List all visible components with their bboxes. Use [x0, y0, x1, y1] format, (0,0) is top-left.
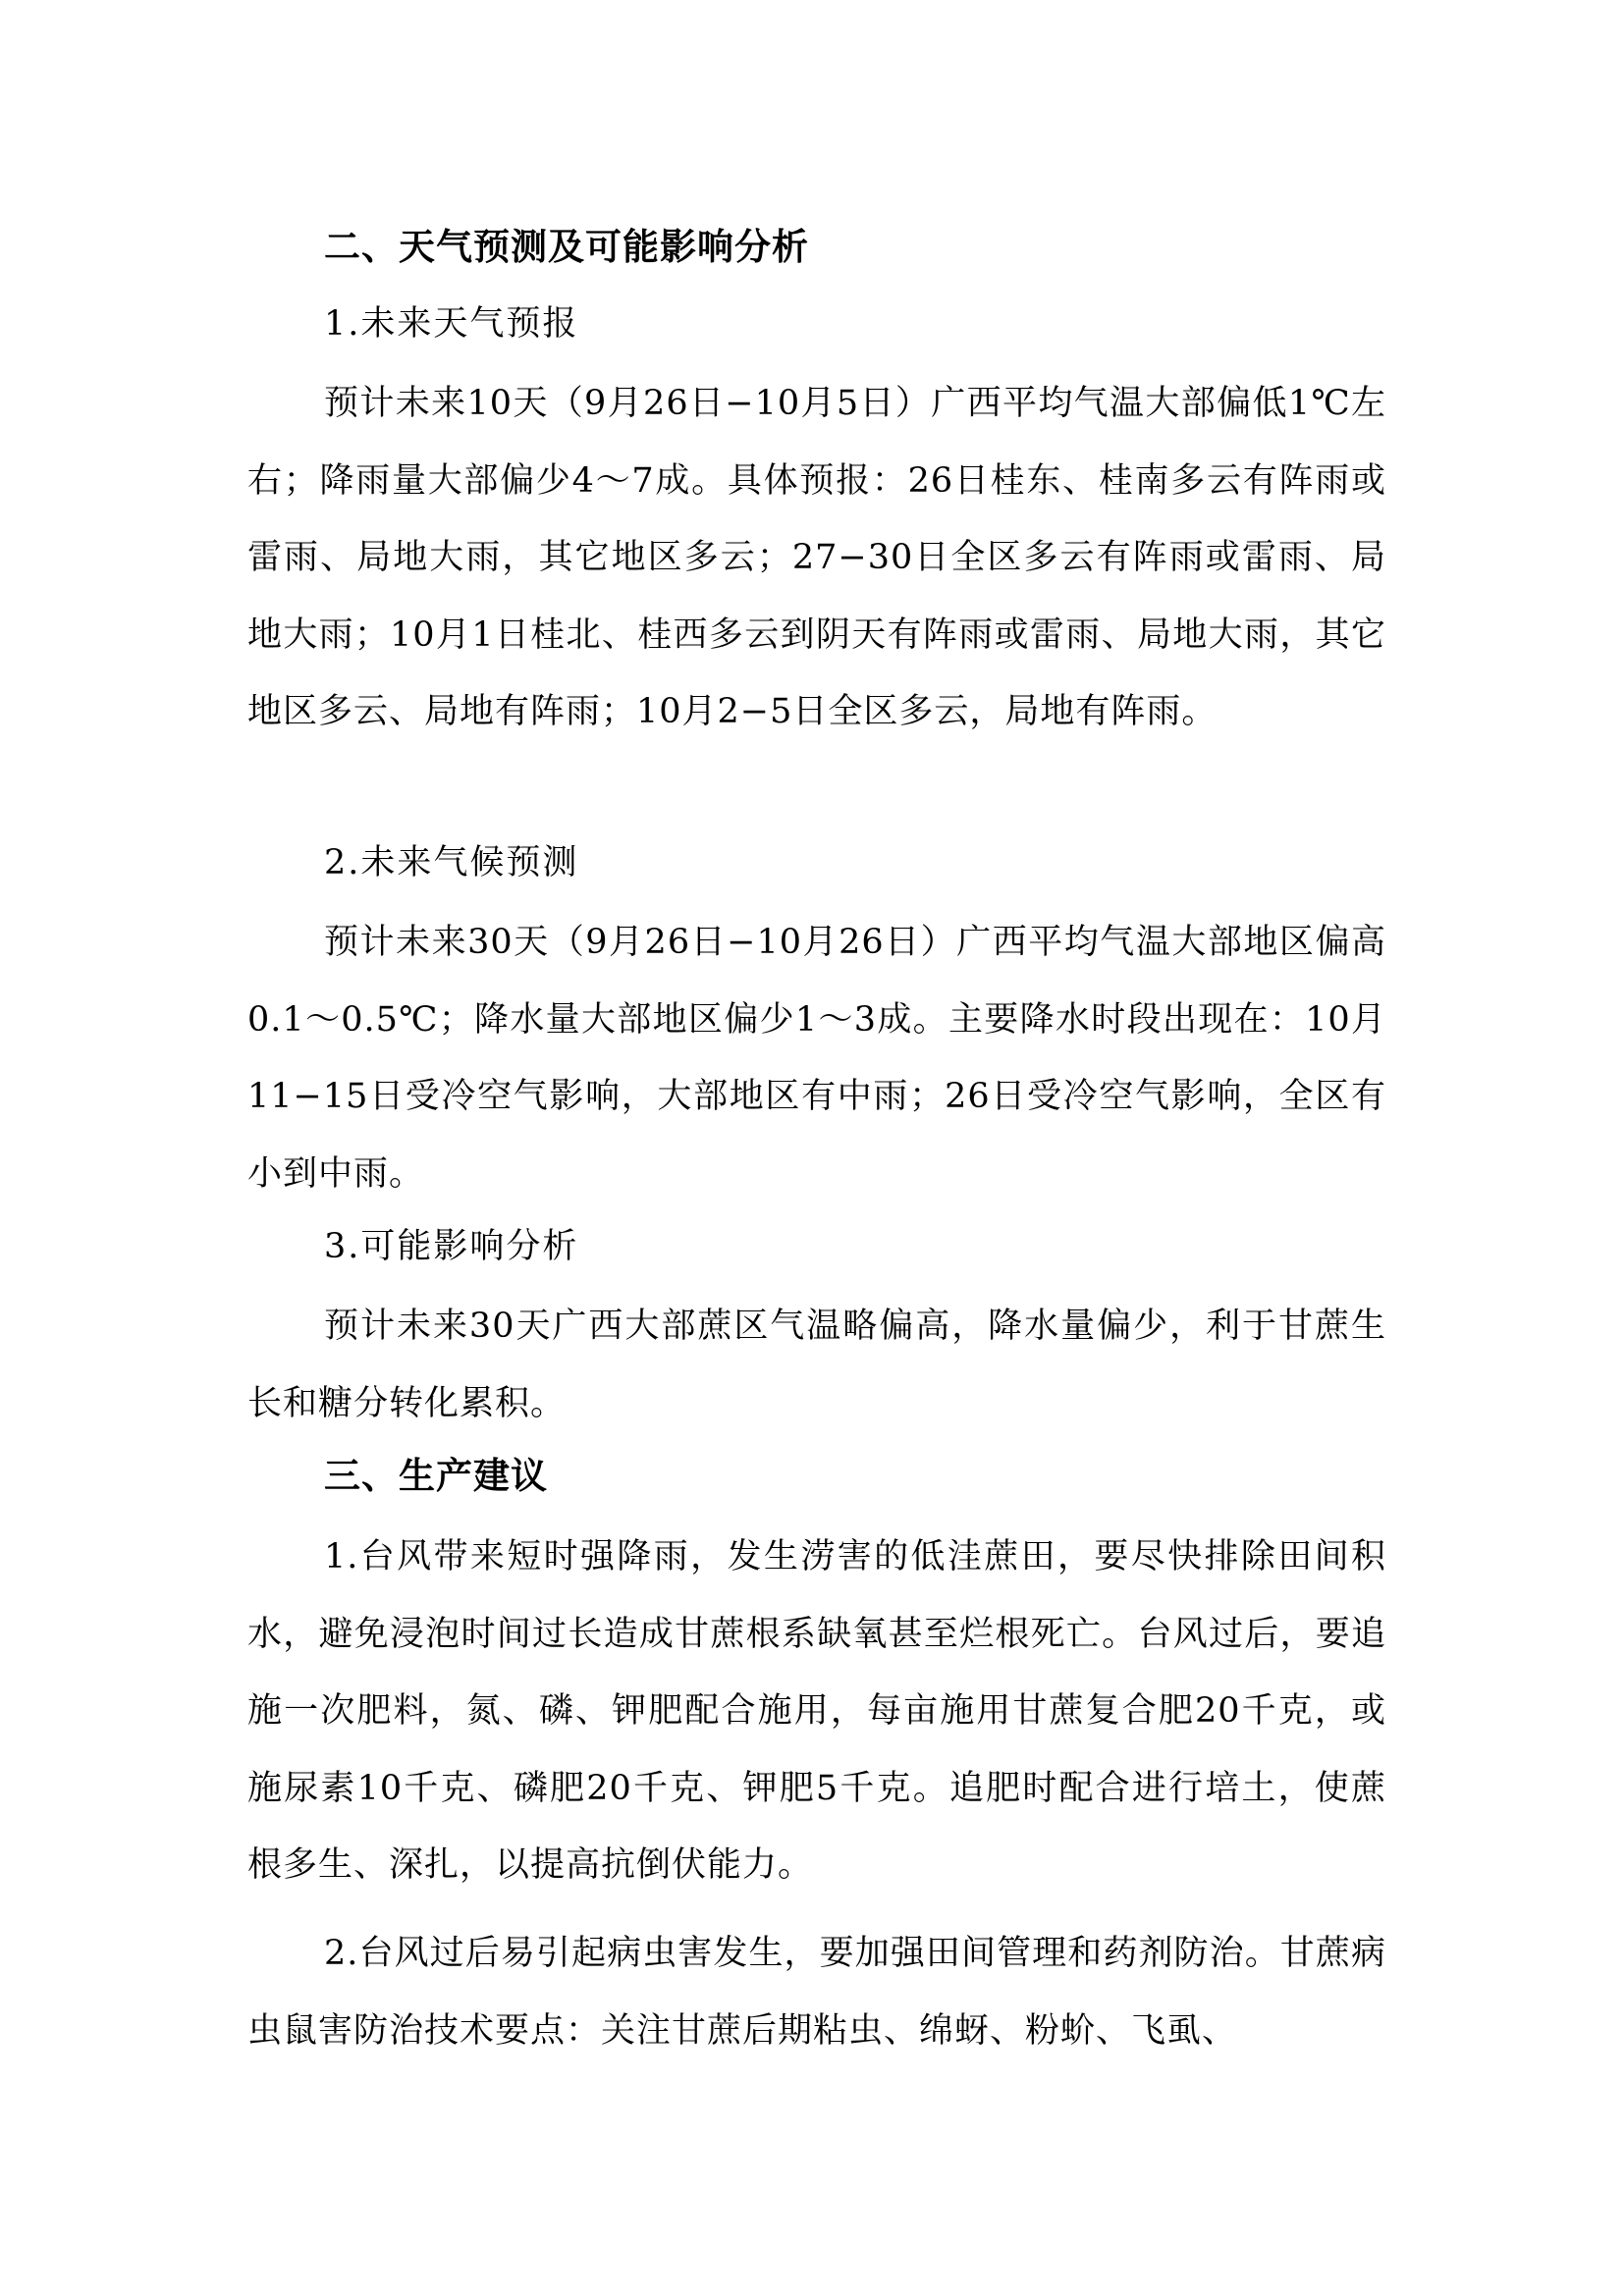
weather-forecast-paragraph: 预计未来10天（9月26日−10月5日）广西平均气温大部偏低1℃左右；降雨量大部偏少4～7成。具体预报：26日桂东、桂南多云有阵雨或雷雨、局地大雨，其它地区多云；27−30日全区多云有阵雨或雷雨、局地大雨；10月1日桂北、桂西多云到阴天有阵雨或雷雨、局地大雨，其它地区多云、局地有阵雨；10月2−5日全区多云，局地有阵雨。 [247, 384, 1386, 731]
section-3-heading: 三、生产建议 [324, 1455, 548, 1497]
impact-analysis-paragraph: 预计未来30天广西大部蔗区气温略偏高，降水量偏少，利于甘蔗生长和糖分转化累积。 [247, 1307, 1386, 1423]
climate-forecast-paragraph: 预计未来30天（9月26日−10月26日）广西平均气温大部地区偏高0.1～0.5℃；降水量大部地区偏少1～3成。主要降水时段出现在：10月11−15日受冷空气影响，大部地区有中雨；26日受冷空气影响，全区有小到中雨。 [247, 923, 1386, 1194]
subsection-3-heading: 3.可能影响分析 [324, 1227, 579, 1266]
subsection-2-heading: 2.未来气候预测 [324, 843, 579, 882]
subsection-1-heading: 1.未来天气预报 [324, 304, 579, 344]
suggestion-1-paragraph: 1.台风带来短时强降雨，发生涝害的低洼蔗田，要尽快排除田间积水，避免浸泡时间过长造成甘蔗根系缺氧甚至烂根死亡。台风过后，要追施一次肥料，氮、磷、钾肥配合施用，每亩施用甘蔗复合肥20千克，或施尿素10千克、磷肥20千克、钾肥5千克。追肥时配合进行培土，使蔗根多生、深扎，以提高抗倒伏能力。 [247, 1537, 1386, 1885]
section-2-heading: 二、天气预测及可能影响分析 [324, 226, 809, 268]
suggestion-2-paragraph: 2.台风过后易引起病虫害发生，要加强田间管理和药剂防治。甘蔗病虫鼠害防治技术要点：关注甘蔗后期粘虫、绵蚜、粉蚧、飞虱、 [247, 1934, 1386, 2051]
